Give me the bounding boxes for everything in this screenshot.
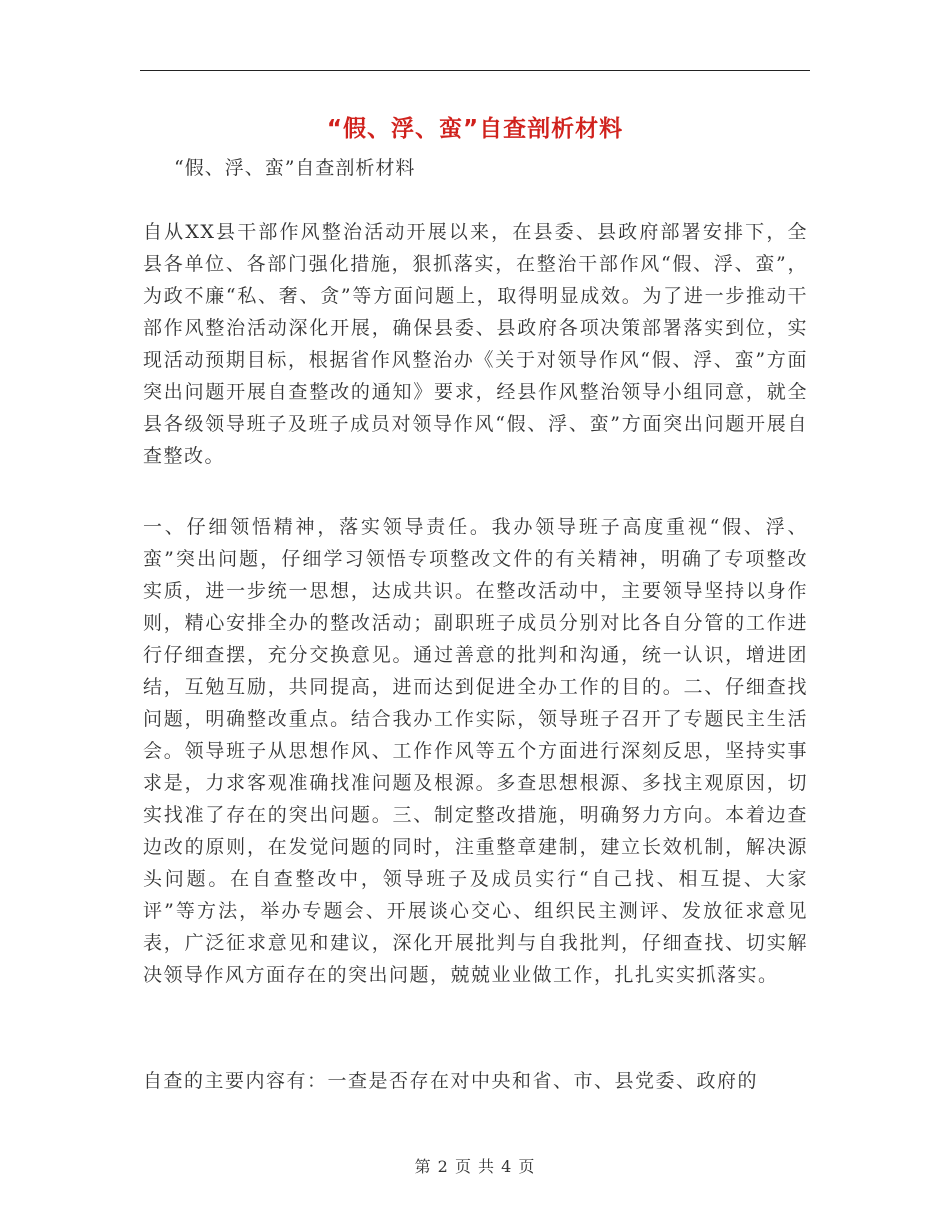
document-subtitle: “假、浮、蛮”自查剖析材料 — [174, 157, 416, 179]
paragraph-intro: 自从XX县干部作风整治活动开展以来，在县委、县政府部署安排下，全县各单位、各部门强化措施，狠抓落实，在整治干部作风“假、浮、蛮”，为政不廉“私、奢、贪”等方面问题上，取得明显成效。为了进一步推动干部作风整治活动深化开展，确保县委、县政府各项决策部署落实到位，实现活动预期目标，根据省作风整治办《关于对领导作风“假、浮、蛮”方面突出问题开展自查整改的通知》要求，经县作风整治领导小组同意，就全县各级领导班子及班子成员对领导作风“假、浮、蛮”方面突出问题开展自查整改。 — [143, 221, 808, 467]
document-title: “假、浮、蛮”自查剖析材料 — [326, 116, 624, 142]
paragraph-measures: 一、仔细领悟精神，落实领导责任。我办领导班子高度重视“假、浮、蛮”突出问题，仔细学习领悟专项整改文件的有关精神，明确了专项整改实质，进一步统一思想，达成共识。在整改活动中，主要领导坚持以身作则，精心安排全办的整改活动；副职班子成员分别对比各自分管的工作进行仔细查摆，充分交换意见。通过善意的批判和沟通，统一认识，增进团结，互勉互励，共同提高，进而达到促进全办工作的目的。二、仔细查找问题，明确整改重点。结合我办工作实际，领导班子召开了专题民主生活会。领导班子从思想作风、工作作风等五个方面进行深刻反思，坚持实事求是，力求客观准确找准问题及根源。多查思想根源、多找主观原因，切实找准了存在的突出问题。三、制定整改措施，明确努力方向。本着边查边改的原则，在发觉问题的同时，注重整章建制，建立长效机制，解决源头问题。在自查整改中，领导班子及成员实行“自己找、相互提、大家评”等方法，举办专题会、开展谈心交心、组织民主测评、发放征求意见表，广泛征求意见和建议，深化开展批判与自我批判，仔细查找、切实解决领导作风方面存在的突出问题，兢兢业业做工作，扎扎实实抓落实。 — [143, 516, 808, 986]
paragraph-self-check-content: 自查的主要内容有：一查是否存在对中央和省、市、县党委、政府的 — [143, 1070, 759, 1092]
header-rule — [140, 70, 810, 71]
page-number-footer: 第 2 页 共 4 页 — [414, 1157, 536, 1176]
